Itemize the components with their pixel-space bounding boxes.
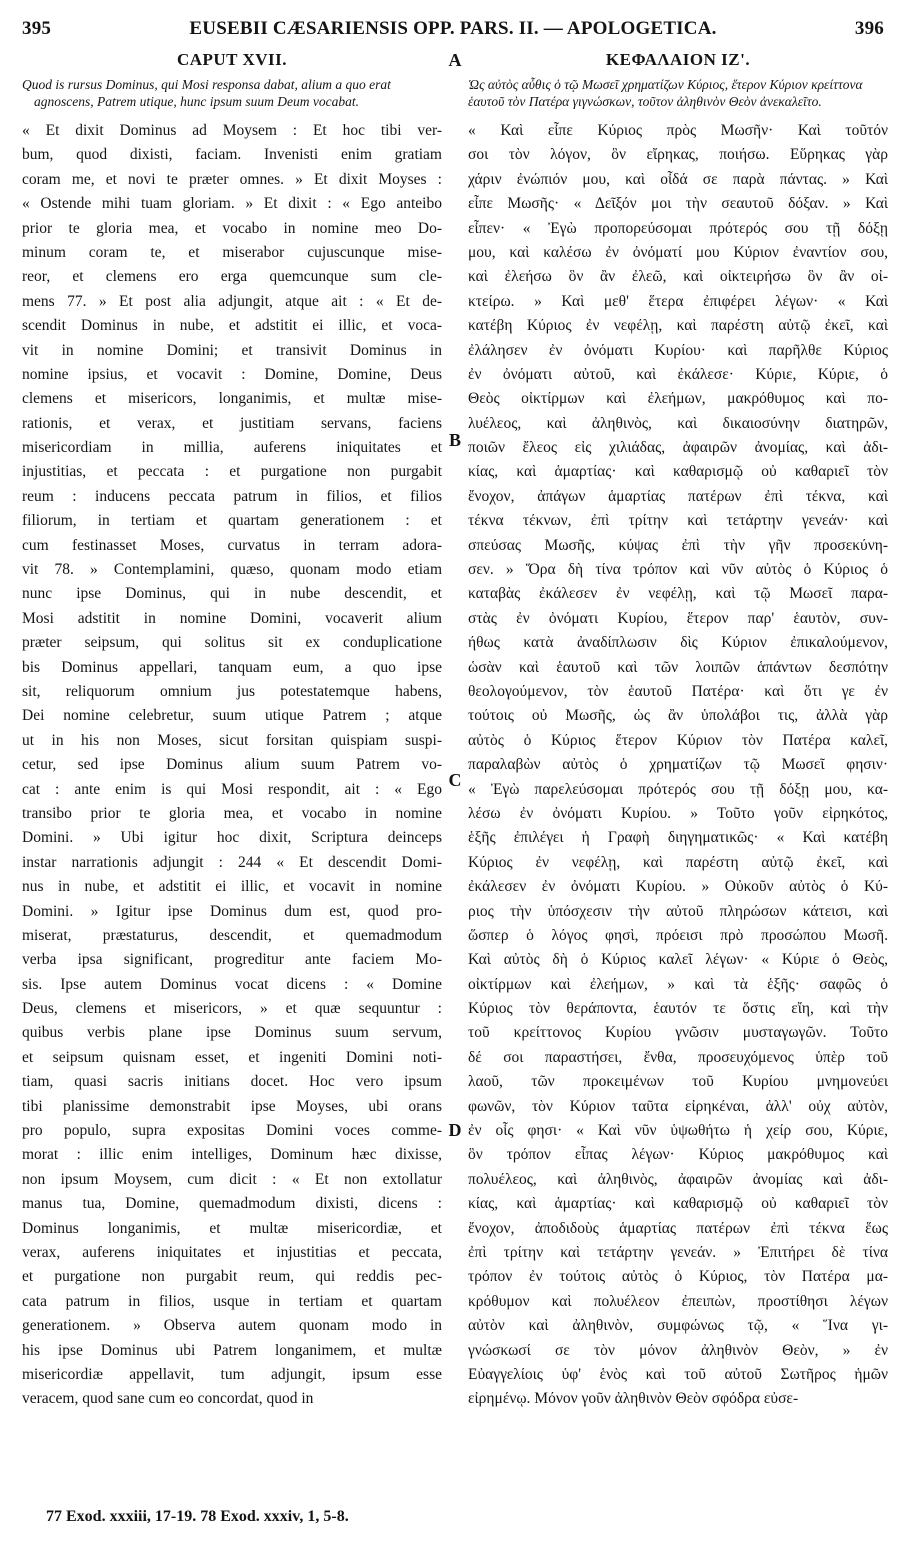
latin-text-line: et seipsum quisnam esset, et ingeniti Domini noti-	[22, 1048, 442, 1066]
greek-text-line: καὶ ἐλεήσω ὃν ἂν ἐλεῶ, καὶ οἰκτειρήσω ὃν ἂν οἰ-	[468, 268, 888, 286]
greek-text-line: ήθως κατὰ ἀναδίπλωσιν δὶς Κύριον ἐπικαλούμενον,	[468, 634, 888, 652]
latin-text-line: injustitias, et peccata : et purgatione non purgabit	[22, 463, 442, 481]
latin-chapter-summary: Quod is rursus Dominus, qui Mosi responsa dabat, alium a quo erat agnoscens, Patrem utique, hunc ipsum suum Deum vocabat.	[22, 77, 391, 109]
latin-text-line: miserat, præstaturus, descendit, et quemadmodum	[22, 926, 442, 944]
greek-text-line: κατέβη Κύριος ἐν νεφέλῃ, καὶ παρέστη αὐτῷ ἐκεῖ, καὶ	[468, 317, 888, 335]
latin-text-line: cetur, sed ipse Dominus alium suum Patrem vo-	[22, 756, 442, 774]
latin-text-line: minum coram te, et miserabor cujuscunque mise-	[22, 243, 442, 261]
greek-text-line: λαοῦ, τῶν προκειμένων τοῦ Κυρίου μνημονεύει	[468, 1073, 888, 1091]
latin-text-line: non ipsum Moysem, cum dicit : « Et non extollatur	[22, 1170, 442, 1188]
latin-text-line: ut in his non Moses, sicut forsitan quispiam suspi-	[22, 731, 442, 749]
latin-text-line: Deus, clemens et misericors, » et quæ sequuntur :	[22, 1000, 442, 1018]
latin-text-line: bum, quod dixisti, faciam. Invenisti enim gratiam	[22, 146, 442, 164]
greek-text-line: ὡσὰν καὶ ἑαυτοῦ καὶ τῶν λοιπῶν ἁπάντων δεσπότην	[468, 658, 888, 676]
greek-text-line: μου, καὶ καλέσω ἐν ὀνόματί μου Κύριον ἐναντίον σου,	[468, 243, 888, 261]
latin-text-line: pro populo, supra expositas Domini voces comme-	[22, 1122, 442, 1140]
latin-text-line: rationis, et verax, et justitiam servans, faciens	[22, 414, 442, 432]
latin-text-line: vit 78. » Contemplamini, quæso, quonam modo etiam	[22, 561, 442, 579]
greek-text-line: ἑξῆς ἐπιλέγει ἡ Γραφὴ διηγηματικῶς· « Καὶ κατέβη	[468, 829, 888, 847]
latin-text-line: generationem. » Observa autem quonam modo in	[22, 1317, 442, 1335]
greek-text-line: ὥσπερ ὁ λόγος φησὶ, πρόεισι πρὸ προσώπου Μωσῆ.	[468, 926, 888, 944]
latin-text-line: veracem, quod sane cum eo concordat, quod in	[22, 1390, 314, 1408]
latin-text-line: bis Dominus appellari, tanquam eum, a quo ipse	[22, 658, 442, 676]
latin-body-text	[22, 119, 442, 1412]
latin-text-line: quibus verbis plane ipse Dominus suum servum,	[22, 1024, 442, 1042]
latin-text-line: Domini. » Igitur ipse Dominus dum est, quod pro-	[22, 902, 442, 920]
greek-text-line: αὐτὸς ὁ Κύριος ἕτερον Κύριον τὸν Πατέρα καλεῖ,	[468, 731, 888, 749]
greek-text-line: ἐν οἷς φησι· « Καὶ νῦν ὑψωθήτω ἡ χείρ σου, Κύριε,	[468, 1122, 888, 1140]
latin-text-line: verax, auferens iniquitates et injustitias et peccata,	[22, 1243, 442, 1261]
greek-text-line: ριος τὴν ὑπόσχεσιν τὴν αὐτοῦ πληρώσων κάτεισι, καὶ	[468, 902, 888, 920]
footnotes: 77 Exod. xxxiii, 17-19. 78 Exod. xxxiv, 1, 5-8.	[46, 1508, 349, 1525]
greek-text-line: κτείρω. » Καὶ μεθ' ἕτερα ἐπιφέρει λέγων· « Καὶ	[468, 292, 888, 310]
margin-marker-b: B	[448, 430, 461, 450]
latin-text-line: sit, reliquorum omnium jus potestatemque habens,	[22, 682, 442, 700]
greek-text-line: εἶπε Μωσῆς· « Δεῖξόν μοι τὴν σεαυτοῦ δόξαν. » Καὶ	[468, 195, 888, 213]
greek-text-line: εἰρημένῳ. Μόνον γοῦν ἀληθινὸν Θεὸν σφόδρα εὐσε-	[468, 1390, 799, 1408]
latin-text-line: Mosi adstitit in nomine Domini, vocaverit alium	[22, 609, 442, 627]
latin-column	[22, 50, 442, 1412]
latin-text-line: cata patrum in filios, usque in tertiam et quartam	[22, 1292, 442, 1310]
greek-text-line: πολυέλεος, καὶ ἀληθινὸς, ἀφαιρῶν ἀνομίας καὶ ἀδι-	[468, 1170, 888, 1188]
greek-text-line: λέσω ἐν ὀνόματι Κυρίου. » Τοῦτο γοῦν εἰρηκότος,	[468, 804, 888, 822]
latin-text-line: transibo prior te gloria mea, et vocabo in nomine	[22, 804, 442, 822]
latin-text-line: cum festinasset Moses, curvatus in terram adora-	[22, 536, 442, 554]
latin-text-line: clemens et misericors, longanimis, et multæ mise-	[22, 390, 442, 408]
greek-text-line: Θεὸς οἰκτίρμων καὶ ἐλεήμων, μακρόθυμος καὶ πο-	[468, 390, 888, 408]
latin-text-line: nomine ipsius, et vocavit : Domine, Domine, Deus	[22, 365, 442, 383]
greek-text-line: ἐπὶ τρίτην καὶ τετάρτην γενεάν. » Ἐπιτήρει δὲ τίνα	[468, 1243, 888, 1261]
latin-text-line: præter seipsum, qui solitus sit ex conduplicatione	[22, 634, 442, 652]
page-number-right: 396	[854, 18, 884, 39]
latin-text-line: nunc ipse Dominus, qui in nube descendit, et	[22, 585, 442, 603]
greek-text-line: θεολογούμενον, τὸν ἑαυτοῦ Πατέρα· καὶ ὅτι γε ἐν	[468, 682, 888, 700]
latin-text-line: nus in nube, et adstitit ei illic, et vocavit in nomine	[22, 878, 442, 896]
greek-text-line: Καὶ αὐτὸς δὴ ὁ Κύριος καλεῖ λέγων· « Κύριε ὁ Θεὸς,	[468, 951, 888, 969]
latin-text-line: scendit Dominus in nube, et adstitit ei illic, et voca-	[22, 317, 442, 335]
latin-text-line: Dei nomine celebretur, suum utique Patrem ; atque	[22, 707, 442, 725]
greek-chapter-summary: Ὡς αὐτὸς αὖθις ὁ τῷ Μωσεῖ χρηματίζων Κύριος, ἕτερον Κύριον κρείττονα ἑαυτοῦ τὸν Πατέρα γιγνώσκων, τοῦτον ἀληθινὸν Θεὸν ἀνεκαλεῖτο.	[468, 77, 863, 109]
latin-text-line: « Et dixit Dominus ad Moysem : Et hoc tibi ver-	[22, 122, 442, 139]
greek-text-line: ἐλάλησεν ἐν ὀνόματι Κυρίου· καὶ παρῆλθε Κύριος	[468, 341, 888, 359]
latin-text-line: verba ipsa significant, progreditur ante faciem Mo-	[22, 951, 442, 969]
greek-text-line: ὃν τρόπον εἶπας λέγων· Κύριος μακρόθυμος καὶ	[468, 1146, 888, 1164]
latin-text-line: vit in nomine Domini; et transivit Dominus in	[22, 341, 442, 359]
latin-text-line: prior te gloria mea, et vocabo in nomine meo Do-	[22, 219, 442, 237]
greek-text-line: τέκνα τέκνων, ἐπὶ τρίτην καὶ τετάρτην γενεάν· καὶ	[468, 512, 888, 530]
latin-text-line: coram me, et novi te præter omnes. » Et dixit Moyses :	[22, 170, 442, 188]
greek-text-line: παραλαβὼν αὐτὸς ὁ χρηματίζων τῷ Μωσεῖ φησιν·	[468, 756, 888, 774]
latin-text-line: cat : ante enim is qui Mosi respondit, ait : « Ego	[22, 780, 442, 798]
greek-text-line: σπεύσας Μωσῆς, κύψας ἐπὶ τὴν γῆν προσεκύνη-	[468, 536, 888, 554]
greek-text-line: αὐτὸν καὶ ἀληθινὸν, συμφώνως τῷ, « Ἵνα γι-	[468, 1317, 888, 1335]
greek-text-line: ἐν ὀνόματι αὐτοῦ, καὶ ἐκάλεσε· Κύριε, Κύριε, ὁ	[468, 365, 888, 383]
margin-marker-a: A	[448, 50, 462, 70]
greek-text-line: δέ σοι παραστήσει, ἔνθα, προσευχόμενος ὑπὲρ τοῦ	[468, 1048, 888, 1066]
greek-text-line: Κύριος ἐν νεφέλῃ, καὶ παρέστη αὐτῷ ἐκεῖ, καὶ	[468, 853, 888, 871]
greek-text-line: κίας, καὶ ἁμαρτίας· καὶ καθαρισμῷ οὐ καθαριεῖ τὸν	[468, 1195, 888, 1213]
greek-text-line: οἰκτίρμων καὶ ἐλεήμων, » καὶ τὰ ἑξῆς· σαφῶς ὁ	[468, 975, 888, 993]
greek-text-line: χάριν ἐνώπιόν μου, καὶ οἶδά σε παρὰ πάντας. » Καὶ	[468, 170, 888, 188]
latin-text-line: instar narrationis adjungit : 244 « Et descendit Domi-	[22, 853, 442, 871]
latin-chapter-heading: CAPUT XVII.	[176, 50, 288, 69]
greek-text-line: « Ἐγὼ παρελεύσομαι πρότερός σου τῇ δόξῃ μου, κα-	[468, 780, 888, 798]
latin-text-line: his ipse Dominus ubi Patrem longanimem, et multæ	[22, 1341, 442, 1359]
greek-text-line: ἐκάλεσεν ἐν ὀνόματι Κυρίου. » Οὐκοῦν αὐτὸς ὁ Κύ-	[468, 878, 888, 896]
latin-text-line: et purgatione non purgabit reum, qui reddis pec-	[22, 1268, 442, 1286]
latin-text-line: morat : illic enim intelliges, Dominum hæc dixisse,	[22, 1146, 442, 1164]
latin-text-line: misericordiam in millia, auferens iniquitates et	[22, 439, 442, 457]
latin-text-line: « Ostende mihi tuam gloriam. » Et dixit : « Ego anteibo	[22, 195, 442, 213]
latin-text-line: reor, et clemens ero erga quemcunque sum cle-	[22, 268, 442, 286]
greek-text-line: φωνῶν, τὸν Κύριον ταῦτα εἰρηκέναι, ἀλλ' οὐχ αὐτὸν,	[468, 1097, 888, 1115]
running-head	[22, 18, 884, 42]
greek-text-line: σεν. » Ὅρα δὴ τίνα τρόπον καὶ νῦν αὐτὸς ὁ Κύριος ὁ	[468, 561, 888, 579]
page-number-left: 395	[22, 18, 52, 39]
greek-text-line: ποιῶν ἔλεος εἰς χιλιάδας, ἀφαιρῶν ἀνομίας, καὶ ἀδι-	[468, 439, 888, 457]
greek-text-line: τοῦ κρείττονος Κυρίου γνῶσιν μυσταγωγῶν. Τοῦτο	[468, 1024, 888, 1042]
greek-text-line: κίας, καὶ ἁμαρτίας· καὶ καθαρισμῷ οὐ καθαριεῖ τὸν	[468, 463, 888, 481]
greek-text-line: τρόπον ἐν τούτοις αὐτὸς ὁ Κύριος, τὸν Πατέρα μα-	[468, 1268, 888, 1286]
greek-chapter-heading: ΚΕΦΑΛΑΙΟΝ ΙΖ'.	[605, 50, 751, 69]
latin-text-line: sis. Ipse autem Dominus vocat dicens : « Domine	[22, 975, 442, 993]
running-title: EUSEBII CÆSARIENSIS OPP. PARS. II. — APOLOGETICA.	[189, 18, 717, 39]
latin-text-line: mens 77. » Et post alia adjungit, atque ait : « Et de-	[22, 292, 442, 310]
margin-marker-d: D	[448, 1120, 462, 1140]
latin-text-line: tibi planissime demonstrabit ipse Moyses, ubi orans	[22, 1097, 442, 1115]
greek-text-line: « Καὶ εἶπε Κύριος πρὸς Μωσῆν· Καὶ τοῦτόν	[468, 122, 888, 139]
greek-body-text	[468, 119, 888, 1412]
greek-text-line: σοι τὸν λόγον, ὃν εἴρηκας, ποιήσω. Εὕρηκας γὰρ	[468, 146, 888, 164]
greek-text-line: Εὐαγγελίοις ὑφ' ἑνὸς καὶ τοῦ αὐτοῦ Σωτῆρος ἡμῶν	[468, 1365, 888, 1383]
latin-text-line: Domini. » Ubi igitur hoc dixit, Scriptura deinceps	[22, 829, 442, 847]
latin-text-line: reum : inducens peccata patrum in filios, et filios	[22, 487, 442, 505]
latin-text-line: manus tua, Domine, quemadmodum dixisti, dicens :	[22, 1195, 442, 1213]
latin-text-line: Dominus longanimis, et multæ misericordiæ, et	[22, 1219, 442, 1237]
greek-column	[468, 50, 888, 1412]
greek-text-line: ἔνοχον, ἀποδιδοὺς ἁμαρτίας πατέρων ἐπὶ τέκνα ἕως	[468, 1219, 888, 1237]
greek-text-line: κρόθυμον καὶ πολυέλεον ἐπειπὼν, προστίθησι λέγων	[468, 1292, 888, 1310]
greek-text-line: τούτοις οὐ Μωσῆς, ὡς ἂν ὑπολάβοι τις, ἀλλὰ γὰρ	[468, 707, 888, 725]
greek-text-line: γνώσκωσί σε τὸν μόνον ἀληθινὸν Θεὸν, » ἐν	[468, 1341, 888, 1359]
greek-text-line: εἶπεν· « Ἐγὼ προπορεύσομαι πρότερός σου τῇ δόξῃ	[468, 219, 888, 237]
greek-text-line: στὰς ἐν ὀνόματι Κυρίου, ἕτερον παρ' ἑαυτὸν, συν-	[468, 609, 888, 627]
latin-text-line: filiorum, in tertiam et quartam generationem : et	[22, 512, 442, 530]
greek-text-line: λυέλεος, καὶ ἀληθινὸς, καὶ δικαιοσύνην διατηρῶν,	[468, 414, 888, 432]
latin-text-line: tiam, quasi sacris initians docet. Hoc vero ipsum	[22, 1073, 442, 1091]
greek-text-line: καταβὰς ἐκάλεσεν ἐν νεφέλῃ, καὶ τῷ Μωσεῖ παρα-	[468, 585, 888, 603]
margin-marker-c: C	[448, 770, 462, 790]
greek-text-line: ἔνοχον, ἀπάγων ἁμαρτίας πατέρων ἐπὶ τέκνα, καὶ	[468, 487, 888, 505]
latin-text-line: misericordiæ appellavit, tum adjungit, ipsum esse	[22, 1365, 442, 1383]
greek-text-line: Κύριος τὸν θεράποντα, ἑαυτόν τε ὅστις εἴη, καὶ τὴν	[468, 1000, 888, 1018]
